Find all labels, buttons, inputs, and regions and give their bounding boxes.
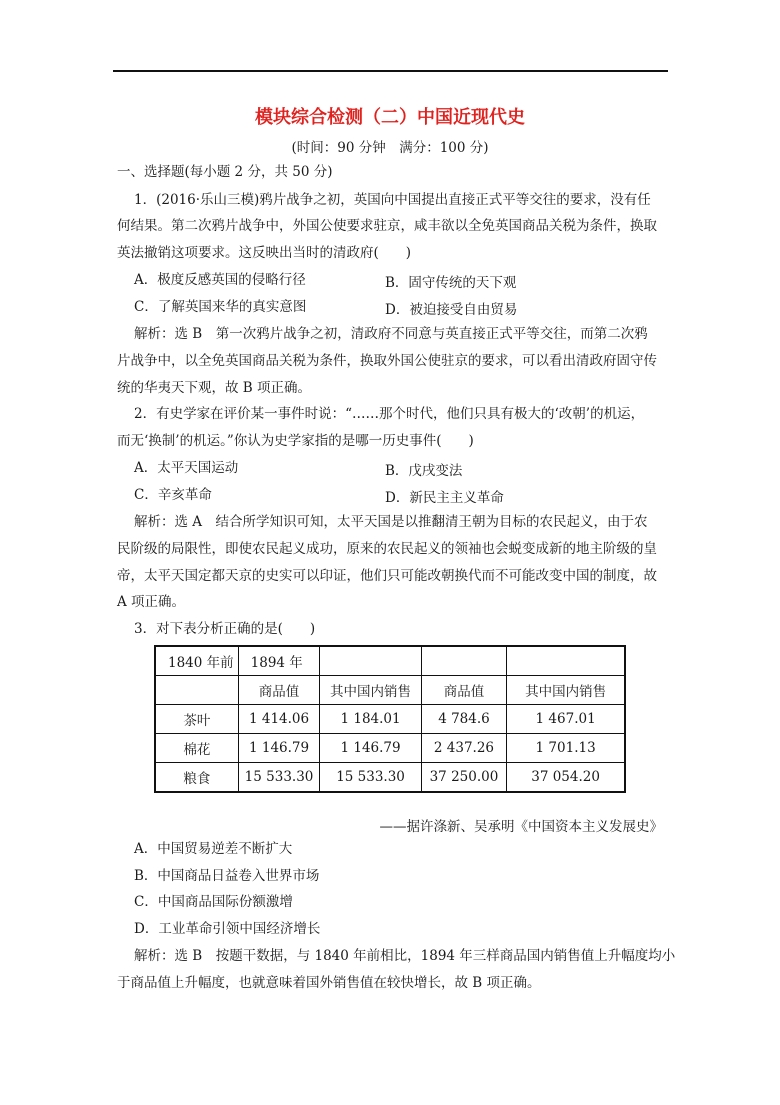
q1-line: 英法撤销这项要求。这反映出当时的清政府( ) [117,245,412,261]
q3-option-d: D．工业革命引领中国经济增长 [134,921,321,937]
table-cell: 37 054.20 [507,763,625,793]
q3-analysis: 于商品值上升幅度，也就意味着国外销售值在较快增长，故 B 项正确。 [117,975,541,991]
table-cell: 15 533.30 [238,763,320,793]
q2-option-c: C．辛亥革命 [134,487,212,503]
table-cell: 1 184.01 [320,705,421,734]
table-cell: 商品值 [421,676,507,705]
q2-analysis: 民阶级的局限性，即使农民起义成功，原来的农民起义的领袖也会蜕变成新的地主阶级的皇 [117,541,657,557]
table-cell: 4 784.6 [421,705,507,734]
q3-question: 3．对下表分析正确的是( ) [134,621,316,637]
table-cell: 15 533.30 [320,763,421,793]
table-row [155,705,625,734]
table-cell: 茶叶 [155,705,238,734]
q2-line: 2．有史学家在评价某一事件时说：“……那个时代，他们只具有极大的‘改朝’的机运， [134,406,645,422]
q1-analysis: 统的华夷天下观，故 B 项正确。 [117,380,312,396]
table-cell: 1 701.13 [507,734,625,763]
q1-option-a: A．极度反感英国的侵略行径 [134,272,306,288]
table-cell: 1 146.79 [238,734,320,763]
q2-option-d: D．新民主主义革命 [385,490,504,506]
table-cell: 1 414.06 [238,705,320,734]
q3-analysis: 解析：选 B 按题干数据，与 1840 年前相比，1894 年三样商品国内销售值上升幅度均小 [134,948,676,964]
table-cell: 1840 年前 [155,646,238,676]
q1-option-c: C．了解英国来华的真实意图 [134,299,307,315]
top-rule [113,70,668,72]
table-cell: 棉花 [155,734,238,763]
table-cell: 2 437.26 [421,734,507,763]
table-cell: 商品值 [238,676,320,705]
table-cell: 其中国内销售 [507,676,625,705]
q1-line: 1．(2016·乐山三模)鸦片战争之初，英国向中国提出直接正式平等交往的要求，没有任 [134,192,651,208]
q1-line: 何结果。第二次鸦片战争中，外国公使要求驻京，咸丰欲以全免英国商品关税为条件，换取 [117,218,657,234]
table-row [155,734,625,763]
q2-option-a: A．太平天国运动 [134,460,239,476]
data-table [154,645,626,793]
q3-option-b: B．中国商品日益卷入世界市场 [134,868,320,884]
q1-analysis: 片战争中，以全免英国商品关税为条件，换取外国公使驻京的要求，可以看出清政府固守传 [117,353,657,369]
q3-option-a: A．中国贸易逆差不断扩大 [134,841,293,857]
q2-line: 而无‘换制’的机运。”你认为史学家指的是哪一历史事件( ) [117,433,474,449]
table-cell: 其中国内销售 [320,676,421,705]
table-header-row [155,676,625,705]
q2-analysis: 帝，太平天国定都天京的史实可以印证，他们只可能改朝换代而不可能改变中国的制度，故 [117,568,657,584]
table-cell [421,646,507,676]
table-cell: 1894 年 [238,646,320,676]
q2-analysis: 解析：选 A 结合所学知识可知，太平天国是以推翻清王朝为目标的农民起义，由于农 [134,514,648,530]
page-title: 模块综合检测（二）中国近现代史 [255,107,525,128]
table-cell [320,646,421,676]
q2-option-b: B．戊戌变法 [385,463,463,479]
q1-option-b: B．固守传统的天下观 [385,275,517,291]
q2-analysis: A 项正确。 [117,594,186,610]
table-cell: 37 250.00 [421,763,507,793]
table-cell: 粮食 [155,763,238,793]
table-source: ——据许涤新、吴承明《中国资本主义发展史》 [379,819,663,835]
table-cell: 1 467.01 [507,705,625,734]
table-cell [507,646,625,676]
q1-option-d: D．被迫接受自由贸易 [385,302,518,318]
table-cell [155,676,238,705]
table-header-row [155,646,625,676]
table-cell: 1 146.79 [320,734,421,763]
section-heading: 一、选择题(每小题 2 分，共 50 分) [117,164,333,180]
q1-analysis: 解析：选 B 第一次鸦片战争之初，清政府不同意与英直接正式平等交往，而第二次鸦 [134,326,648,342]
q3-option-c: C．中国商品国际份额激增 [134,894,293,910]
page-subtitle: (时间：90 分钟 满分：100 分) [291,140,489,156]
table-row [155,763,625,793]
